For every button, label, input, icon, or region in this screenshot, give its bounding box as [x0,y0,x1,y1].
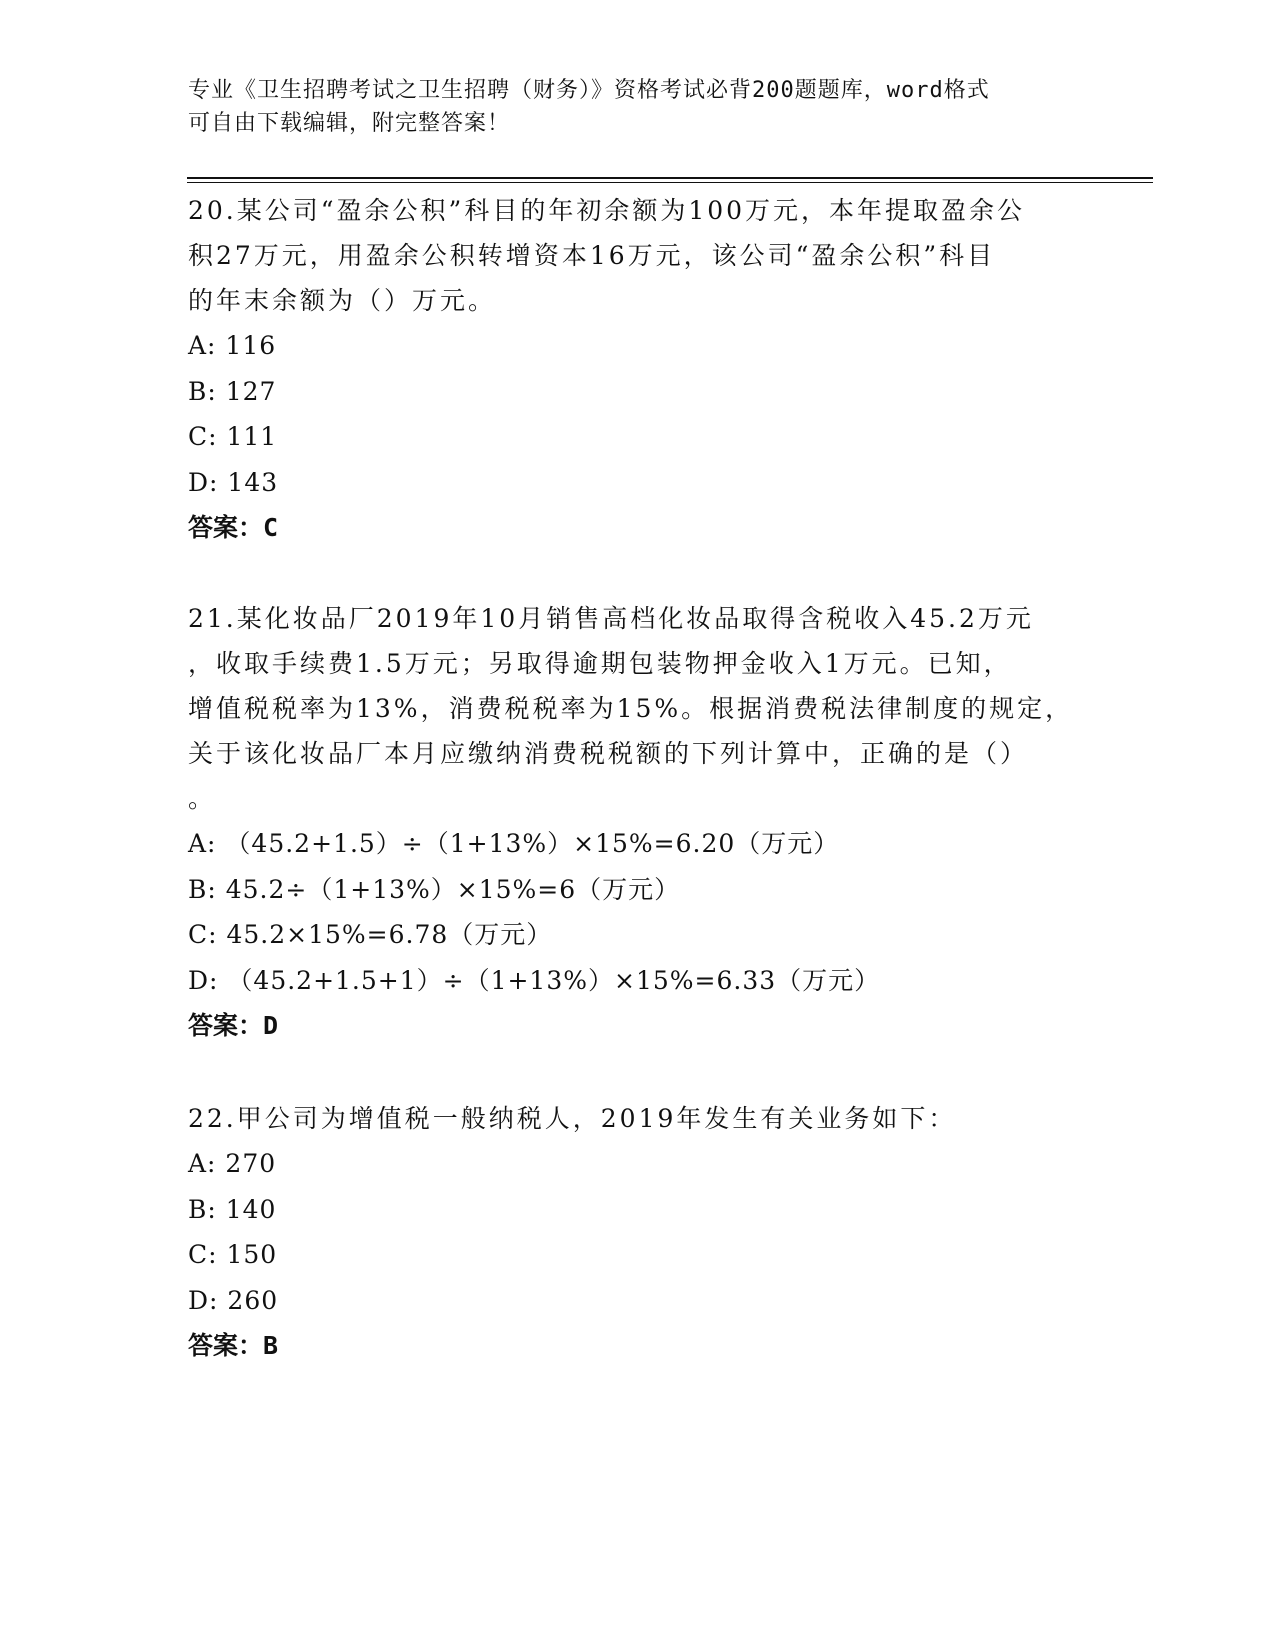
option-b: B: 45.2÷（1+13%）×15%=6（万元） [188,874,681,904]
option-a: A: 270 [188,1149,277,1178]
header-divider [187,177,1153,179]
question-block [188,188,1088,550]
option-c: C: 150 [188,1240,278,1269]
header-divider-thin [187,182,1153,183]
question-text: 关于该化妆品厂本月应缴纳消费税税额的下列计算中，正确的是（） [188,739,1029,768]
option-d: D: （45.2+1.5+1）÷（1+13%）×15%=6.33（万元） [188,965,881,995]
document-header [188,74,1068,140]
option-c: C: 111 [188,422,278,451]
question-text: 增值税税率为13%，消费税税率为15%。根据消费税法律制度的规定， [188,694,1074,723]
question-text: 21.某化妆品厂2019年10月销售高档化妆品取得含税收入45.2万元 [188,604,1034,633]
question-text: 。 [188,784,217,813]
question-block [188,1096,1088,1368]
option-a: A: （45.2+1.5）÷（1+13%）×15%=6.20（万元） [188,829,840,858]
answer-label: 答案：D [188,1011,279,1040]
question-text: 积27万元，用盈余公积转增资本16万元，该公司“盈余公积”科目 [188,241,996,270]
header-line: 可自由下载编辑，附完整答案！ [188,111,511,136]
answer-label: 答案：C [188,513,279,542]
option-c: C: 45.2×15%=6.78（万元） [188,920,553,949]
option-a: A: 116 [188,331,277,360]
answer-label: 答案：B [188,1331,279,1360]
question-text: ，收取手续费1.5万元；另取得逾期包装物押金收入1万元。已知， [188,649,1012,678]
question-text: 的年末余额为（）万元。 [188,286,497,315]
option-d: D: 143 [188,467,279,497]
question-block [188,596,1088,1048]
question-text: 22.甲公司为增值税一般纳税人，2019年发生有关业务如下： [188,1104,957,1133]
option-b: B: 127 [188,376,277,406]
header-line: 专业《卫生招聘考试之卫生招聘（财务）》资格考试必背200题题库，word格式 [188,78,990,103]
question-text: 20.某公司“盈余公积”科目的年初余额为100万元，本年提取盈余公 [188,196,1026,225]
option-d: D: 260 [188,1285,279,1315]
option-b: B: 140 [188,1194,277,1224]
